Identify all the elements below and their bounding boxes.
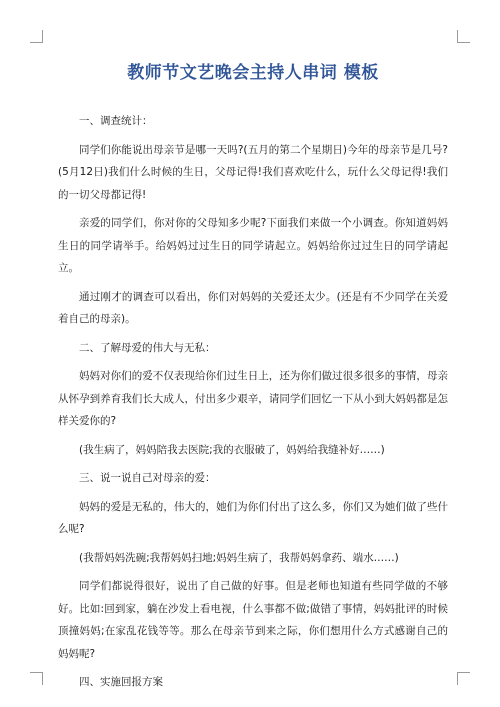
paragraph: 亲爱的同学们，你对你的父母知多少呢?下面我们来做一个小调查。你知道妈妈生日的同学请举手。给妈妈过过生日的同学请起立。妈妈给你过过生日的同学请起立。 — [58, 217, 448, 274]
paragraph: 同学们都说得很好，说出了自己做的好事。但是老师也知道有些同学做的不够好。比如:回到家，躺在沙发上看电视，什么事都不做;做错了事情，妈妈批评的时候顶撞妈妈;在家乱花钱等等。那么在母亲节到来之际，你们想用什么方式感谢自己的妈妈呢? — [58, 580, 448, 660]
paragraph: 妈妈对你们的爱不仅表现给你们过生日上，还为你们做过很多很多的事情，母亲从怀孕到养育我们长大成人，付出多少艰辛，请同学们回忆一下从小到大妈妈都是怎样关爱你的? — [58, 370, 448, 427]
paragraph: 通过刚才的调查可以看出，你们对妈妈的关爱还太少。(还是有不少同学在关爱着自己的母亲)。 — [58, 290, 448, 325]
paragraph: (我帮妈妈洗碗;我帮妈妈扫地;妈妈生病了，我帮妈妈拿药、端水……) — [79, 551, 399, 564]
page-corner-mark-bottom-right — [457, 672, 470, 685]
page-corner-mark-top-left — [30, 30, 43, 43]
paragraph: 妈妈的爱是无私的，伟大的，她们为你们付出了这么多，你们又为她们做了些什么呢? — [58, 500, 448, 535]
section-heading-3: 三、说一说自己对母亲的爱： — [79, 472, 216, 484]
section-heading-4: 四、实施回报方案 — [79, 676, 163, 688]
page-corner-mark-top-right — [457, 30, 470, 43]
document-title: 教师节文艺晚会主持人串词 模板 — [127, 63, 379, 83]
paragraph: 同学们你能说出母亲节是哪一天吗?(五月的第二个星期日)今年的母亲节是几号?(5月12日)我们什么时候的生日，父母记得!我们喜欢吃什么，玩什么父母记得!我们的一切父母都记得! — [58, 143, 448, 201]
paragraph: (我生病了，妈妈陪我去医院;我的衣服破了，妈妈给我缝补好……) — [79, 443, 385, 456]
section-heading-1: 一、调查统计： — [79, 115, 153, 127]
document-page — [58, 60, 448, 700]
page-corner-mark-bottom-left — [30, 672, 43, 685]
section-heading-2: 二、了解母爱的伟大与无私： — [79, 341, 216, 354]
